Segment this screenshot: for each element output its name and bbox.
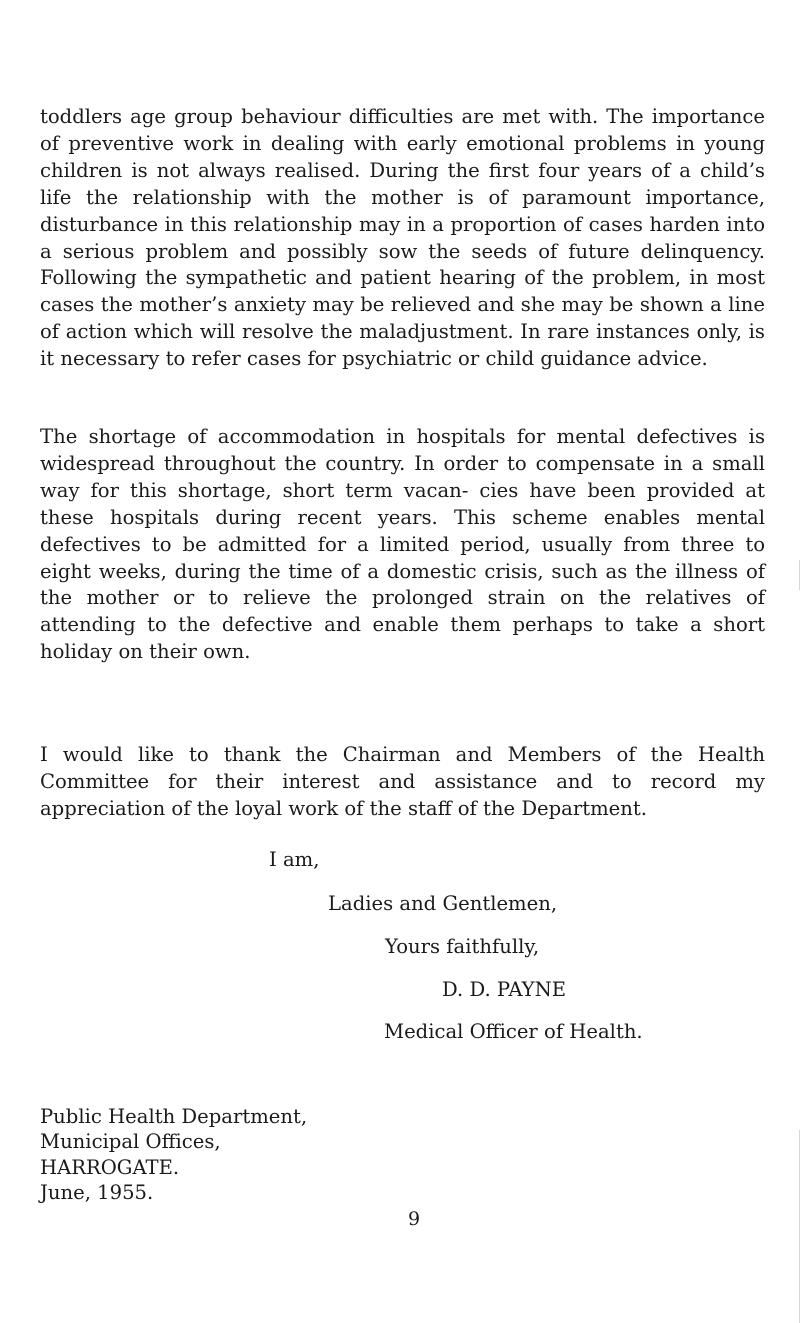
signature-name: D. D. PAYNE	[442, 978, 567, 1001]
address-offices: Municipal Offices,	[40, 1130, 221, 1153]
closing-i-am: I am,	[269, 848, 320, 871]
address-date: June, 1955.	[40, 1181, 154, 1204]
closing-salutation: Ladies and Gentlemen,	[328, 892, 558, 915]
paragraph-acknowledgements: I would like to thank the Chairman and Members of the Health Committee for their interest and assistance and to record my appreciation of the loyal work of the staff of the Department.	[40, 743, 765, 820]
paragraph-hospital-accommodation: The shortage of accommodation in hospitals for mental defectives is widespread throughout the country. In order to compensate in a small way for this shortage, short term vacan- cies have been provided at these hospitals during recent years. This scheme enables mental defectives to be admitted for a limited period, usually from three to eight weeks, during the time of a domestic crisis, such as the illness of the mother or to relieve the prolonged strain on the relatives of attending to the defective and enable them perhaps to take a short holiday on their own.	[40, 425, 765, 664]
address-department: Public Health Department,	[40, 1105, 308, 1128]
paragraph-preventive-work: toddlers age group behaviour difficulties are met with. The importance of preventive work in dealing with early emotional problems in young children is not always realised. During the first four years of a child’s life the relationship with the mother is of paramount importance, disturbance in this relationship may in a proportion of cases harden into a serious problem and possibly sow the seeds of future delinquency. Following the sympathetic and patient hearing of the problem, in most cases the mother’s anxiety may be relieved and she may be shown a line of action which will resolve the maladjustment. In rare instances only, is it necessary to refer cases for psychiatric or child guidance advice.	[40, 105, 765, 371]
signature-title: Medical Officer of Health.	[384, 1020, 643, 1043]
address-town: HARROGATE.	[40, 1156, 180, 1179]
page-number: 9	[408, 1208, 421, 1230]
closing-yours-faithfully: Yours faithfully,	[385, 935, 540, 958]
